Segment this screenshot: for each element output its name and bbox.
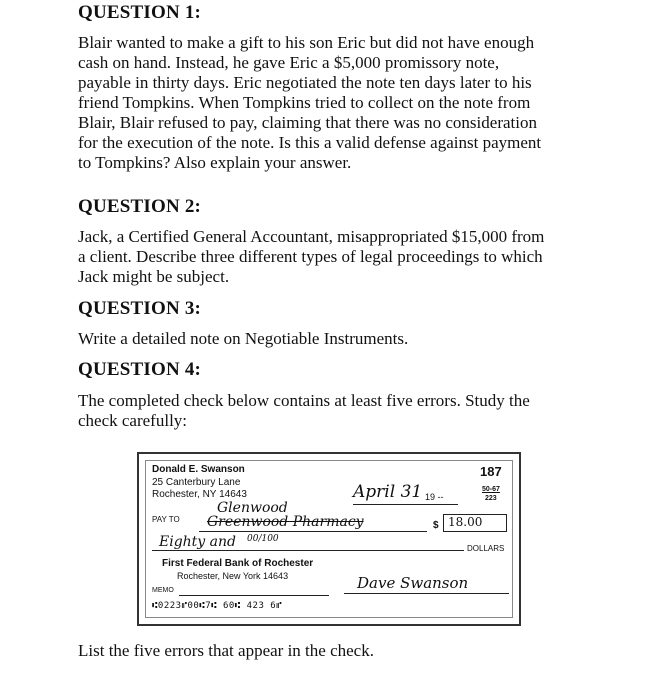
q1-line: payable in thirty days. Eric negotiated the note ten days later to his <box>78 73 532 92</box>
check-date-handwritten: April 31 <box>353 482 423 502</box>
check-address-line2: Rochester, NY 14643 <box>152 489 247 500</box>
check-address-line1: 25 Canterbury Lane <box>152 477 241 488</box>
question-1-title: QUESTION 1: <box>78 2 202 23</box>
q2-line: Jack, a Certified General Accountant, misappropriated $15,000 from <box>78 227 545 246</box>
question-3-title: QUESTION 3: <box>78 298 202 319</box>
q1-line: cash on hand. Instead, he gave Eric a $5,000 promissory note, <box>78 53 500 72</box>
check-number: 187 <box>480 464 502 479</box>
check-micr-line: ⑆0223⑈00⑆7⑆ 60⑆ 423 6⑈ <box>152 601 283 611</box>
check-payee-correction-handwritten: Glenwood <box>217 500 288 516</box>
check-signature-line <box>344 593 509 594</box>
check-memo-label: MEMO <box>152 587 174 594</box>
question-4-instruction: List the five errors that appear in the check. <box>78 641 374 660</box>
check-bank-name: First Federal Bank of Rochester <box>162 558 314 569</box>
check-written-amount-line <box>152 550 464 551</box>
check-signature: Dave Swanson <box>357 574 469 592</box>
check-account-name: Donald E. Swanson <box>152 464 245 475</box>
q1-line: for the execution of the note. Is this a valid defense against payment <box>78 133 542 152</box>
question-4-title: QUESTION 4: <box>78 359 202 380</box>
check-dollar-sign: $ <box>433 520 439 531</box>
check-bank-address: Rochester, New York 14643 <box>177 571 289 581</box>
q2-line: a client. Describe three different types of legal proceedings to which <box>78 247 543 266</box>
check-pay-to-label: PAY TO <box>152 515 180 524</box>
q3-line: Write a detailed note on Negotiable Instruments. <box>78 329 409 348</box>
q1-line: Blair wanted to make a gift to his son Eric but did not have enough <box>78 33 535 52</box>
q1-line: friend Tompkins. When Tompkins tried to collect on the note from <box>78 93 531 112</box>
q4-line: check carefully: <box>78 411 188 430</box>
q1-line: Blair, Blair refused to pay, claiming that there was no consideration <box>78 113 537 132</box>
q2-line: Jack might be subject. <box>78 267 230 286</box>
check-payee-text: Greenwood Pharmacy <box>207 514 364 530</box>
question-1-text <box>78 33 584 173</box>
check-amount-numeric: 18.00 <box>448 515 483 529</box>
check-amount-box <box>443 514 507 532</box>
check-payee-line <box>199 531 427 532</box>
check-dollars-label: DOLLARS <box>467 544 505 553</box>
check-written-cents: 00/100 <box>247 534 279 544</box>
question-3-text <box>78 329 584 349</box>
question-2-text <box>78 227 584 287</box>
q1-line: to Tompkins? Also explain your answer. <box>78 153 352 172</box>
check-date-line <box>353 504 458 505</box>
check-image <box>137 452 521 626</box>
check-memo-line <box>179 595 329 596</box>
check-routing-fraction-bottom: 223 <box>485 495 497 502</box>
check-written-amount: Eighty and <box>159 534 236 550</box>
question-2-title: QUESTION 2: <box>78 196 202 217</box>
question-4-text <box>78 391 584 431</box>
check-routing-fraction-top: 50-67 <box>482 486 500 493</box>
check-year-prefix: 19 -- <box>425 492 444 502</box>
q4-line: The completed check below contains at least five errors. Study the <box>78 391 530 410</box>
check-payee-handwritten <box>207 514 364 530</box>
